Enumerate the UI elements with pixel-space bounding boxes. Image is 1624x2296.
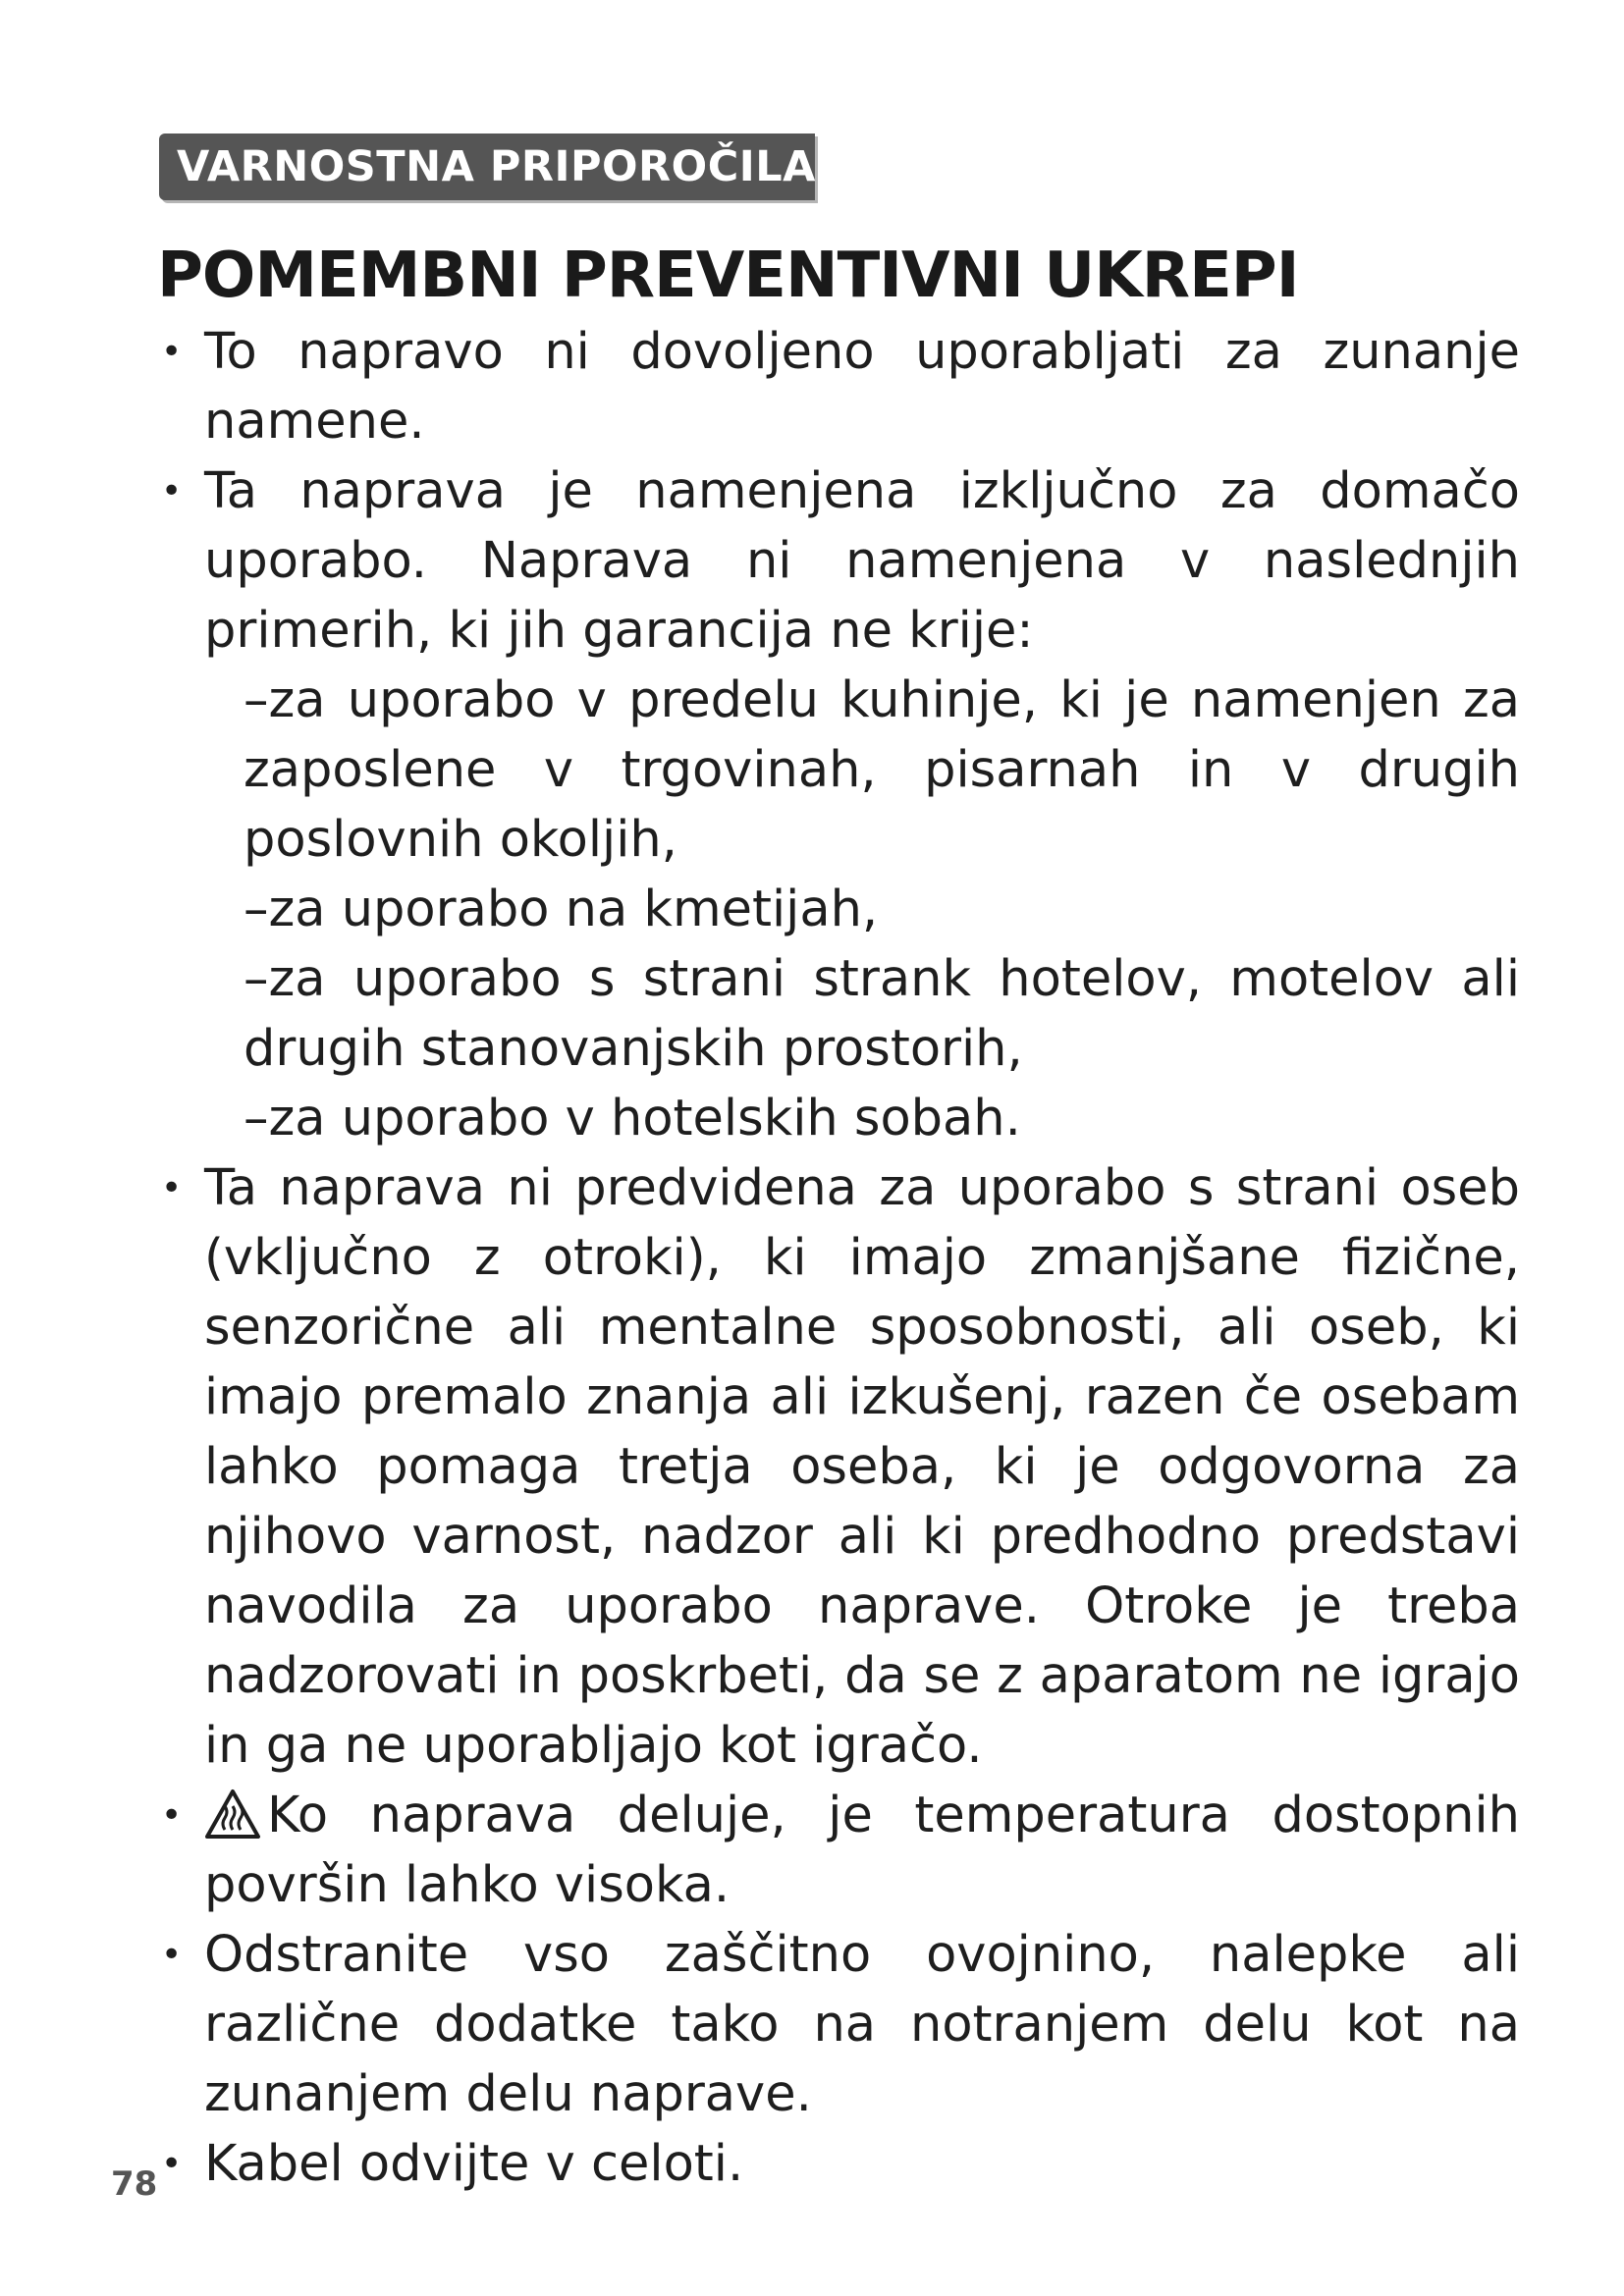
section-tab: VARNOSTNA PRIPOROČILA — [159, 133, 815, 200]
sub-list-item: –za uporabo v hotelskih sobah. — [244, 1090, 1021, 1148]
sub-list-item: –za uporabo s strani strank hotelov, motelov ali drugih stanovanjskih prostorih, — [244, 950, 1520, 1078]
list-item — [157, 1153, 1520, 1781]
hot-surface-warning-icon — [204, 1789, 261, 1840]
page-title: POMEMBNI PREVENTIVNI UKREPI — [157, 240, 1299, 312]
sub-list-item: –za uporabo v predelu kuhinje, ki je namenjen za zaposlene v trgovinah, pisarnah in v drugih poslovnih okoljih, — [244, 671, 1520, 869]
bullet-text: • Kabel odvijte v celoti. — [204, 2135, 744, 2193]
list-item — [157, 2129, 1520, 2199]
bullet-text: • Ta naprava je namenjena izključno za domačo uporabo. Naprava ni namenjena v naslednjih primerih, ki jih garancija ne krije: — [204, 462, 1520, 660]
sub-list-item: –za uporabo na kmetijah, — [244, 881, 879, 938]
list-item — [157, 317, 1520, 456]
bullet-text: Ko naprava deluje, je temperatura dostopnih površin lahko visoka. — [204, 1787, 1520, 1914]
list-item — [157, 1920, 1520, 2129]
list-item — [157, 1781, 1520, 1920]
bullet-text: • Odstranite vso zaščitno ovojnino, nalepke ali različne dodatke tako na notranjem delu kot na zunanjem delu naprave. — [204, 1926, 1520, 2123]
exclusions-sublist — [204, 666, 1520, 1153]
page-number: 78 — [111, 2164, 158, 2204]
bullet-text: • Ta naprava ni predvidena za uporabo s strani oseb (vključno z otroki), ki imajo zmanjšane fizične, senzorične ali mentalne sposobnosti, ali oseb, ki imajo premalo znanja ali izkušenj, razen če osebam lahko pomaga tretja oseba, ki je odgovorna za njihovo varnost, nadzor ali ki predhodno predstavi navodila za uporabo naprave. Otroke je treba nadzorovati in poskrbeti, da se z aparatom ne igrajo in ga ne uporabljajo kot igračo. — [204, 1159, 1520, 1775]
precautions-list — [157, 317, 1520, 2199]
list-item — [157, 456, 1520, 1153]
bullet-text: • To napravo ni dovoljeno uporabljati za zunanje namene. — [204, 323, 1520, 451]
